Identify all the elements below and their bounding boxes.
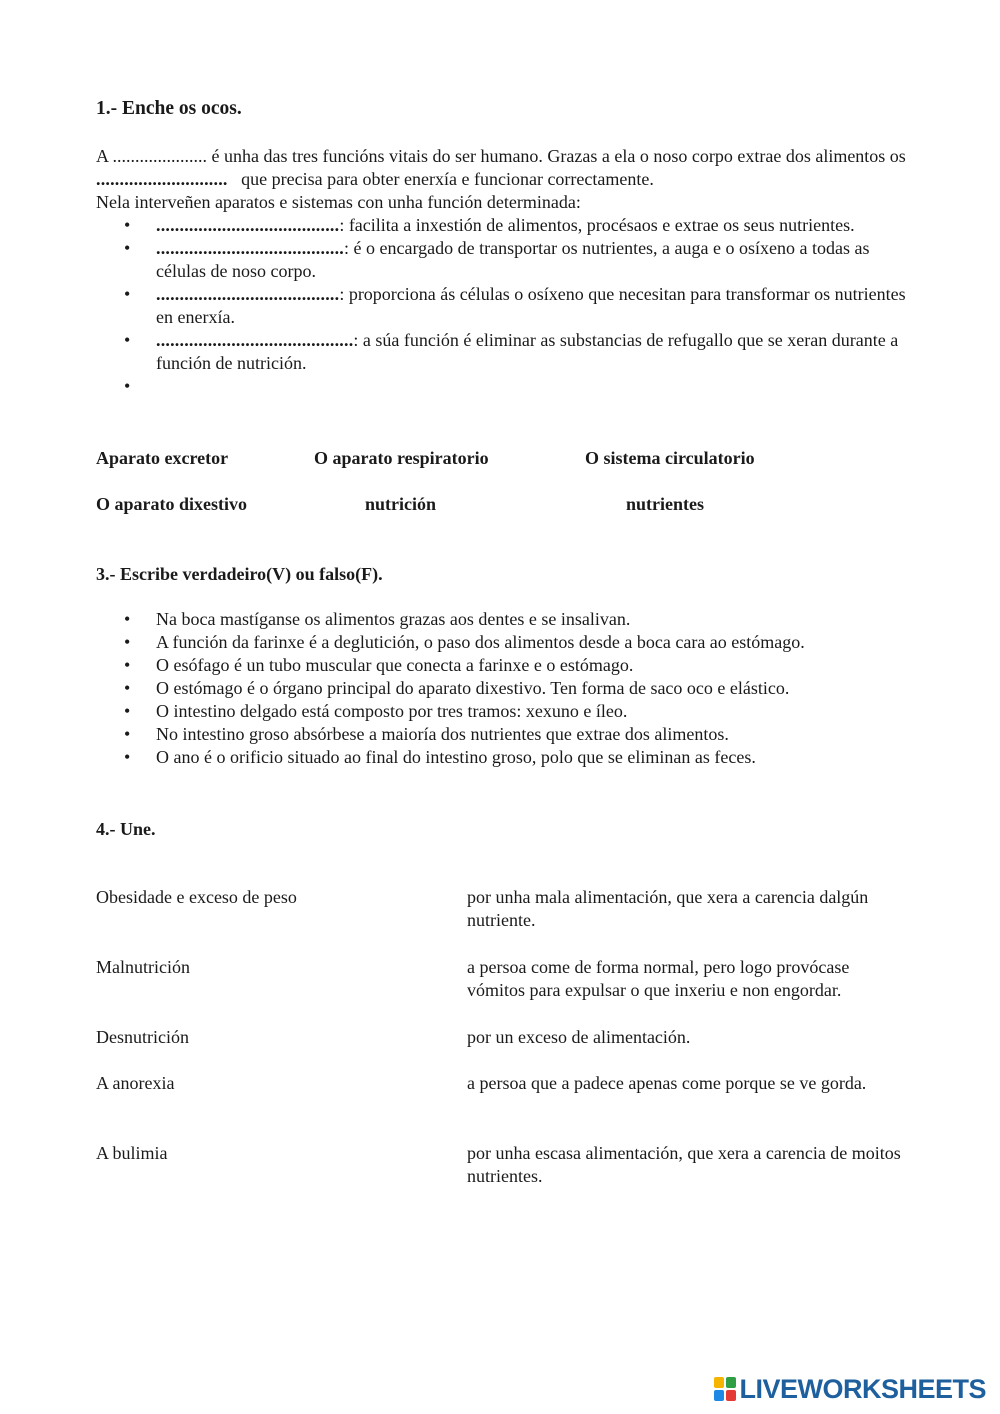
- blank-excretory[interactable]: ..........................................: [156, 330, 354, 350]
- match-right-item[interactable]: por un exceso de alimentación.: [467, 1027, 691, 1047]
- match-right-item[interactable]: a persoa come de forma normal, pero logo provócase vómitos para expulsar o que inxeriu e non engordar.: [467, 957, 850, 1000]
- word-bank-item: O sistema circulatorio: [585, 448, 755, 468]
- list-item[interactable]: [96, 746, 908, 769]
- match-right-item[interactable]: a persoa que a padece apenas come porque se ve gorda.: [467, 1073, 867, 1093]
- bullet: •: [124, 609, 131, 629]
- liveworksheets-logo-icon: [714, 1377, 736, 1401]
- statement-text: A función da farinxe é a deglutición, o paso dos alimentos desde a boca cara ao estómago.: [156, 632, 805, 652]
- section-1-text: [96, 145, 908, 398]
- intro-paragraph: [96, 145, 908, 191]
- bullet: •: [124, 376, 131, 396]
- bullet: •: [124, 701, 131, 721]
- word-bank-item: Aparato excretor: [96, 448, 229, 468]
- logo-square: [726, 1377, 736, 1388]
- blank-digestive[interactable]: .......................................: [156, 215, 340, 235]
- list-item-empty: [96, 375, 908, 398]
- match-right-item[interactable]: por unha mala alimentación, que xera a carencia dalgún nutriente.: [467, 887, 869, 930]
- section-3-title: 3.- Escribe verdadeiro(V) ou falso(F).: [96, 564, 383, 584]
- list-item[interactable]: [96, 608, 908, 631]
- list-item: [96, 237, 908, 283]
- match-right-item[interactable]: por unha escasa alimentación, que xera a carencia de moitos nutrientes.: [467, 1143, 901, 1186]
- bullet: •: [124, 330, 131, 350]
- match-left-item[interactable]: A bulimia: [96, 1143, 168, 1163]
- list-item[interactable]: [96, 654, 908, 677]
- logo-square: [714, 1377, 724, 1388]
- word-bank-item: nutrientes: [626, 494, 704, 514]
- blank-nutrientes[interactable]: ............................: [96, 169, 228, 189]
- logo-square: [714, 1390, 724, 1401]
- list-item[interactable]: [96, 700, 908, 723]
- bullet: •: [124, 747, 131, 767]
- bullet: •: [124, 655, 131, 675]
- statement-text: No intestino groso absórbese a maioría dos nutrientes que extrae dos alimentos.: [156, 724, 729, 744]
- statement-text: O intestino delgado está composto por tres tramos: xexuno e íleo.: [156, 701, 628, 721]
- intro-text-a: A ..................... é unha das tres funcións vitais do ser humano. Grazas a ela o noso corpo extrae dos alimentos os: [96, 146, 906, 166]
- section-4-title: 4.- Une.: [96, 819, 156, 839]
- item-text: : proporciona ás células o osíxeno que necesitan para transformar os nutrientes en enerxía.: [156, 284, 906, 327]
- statement-text: O esófago é un tubo muscular que conecta a farinxe e o estómago.: [156, 655, 634, 675]
- true-false-list: [96, 608, 908, 769]
- statement-text: Na boca mastíganse os alimentos grazas aos dentes e se insalivan.: [156, 609, 631, 629]
- match-left-item[interactable]: Malnutrición: [96, 957, 190, 977]
- statement-text: O ano é o orificio situado ao final do intestino groso, polo que se eliminan as feces.: [156, 747, 756, 767]
- list-item: [96, 214, 908, 237]
- word-bank-item: O aparato dixestivo: [96, 494, 247, 514]
- blank-circulatory[interactable]: ........................................: [156, 238, 344, 258]
- bullet: •: [124, 724, 131, 744]
- list-item[interactable]: [96, 631, 908, 654]
- bullet: •: [124, 284, 131, 304]
- match-left-item[interactable]: Obesidade e exceso de peso: [96, 887, 297, 907]
- blank-respiratory[interactable]: .......................................: [156, 284, 340, 304]
- word-bank-item: O aparato respiratorio: [314, 448, 489, 468]
- bullet: •: [124, 215, 131, 235]
- intro-paragraph-2: Nela interveñen aparatos e sistemas con unha función determinada:: [96, 192, 581, 212]
- list-item[interactable]: [96, 677, 908, 700]
- list-item[interactable]: [96, 723, 908, 746]
- bullet: •: [124, 238, 131, 258]
- intro-text-b: que precisa para obter enerxía e funcionar correctamente.: [227, 169, 654, 189]
- item-text: : facilita a inxestión de alimentos, procésaos e extrae os seus nutrientes.: [339, 215, 855, 235]
- section-1-title: 1.- Enche os ocos.: [96, 98, 242, 119]
- list-item: [96, 283, 908, 329]
- item-text: : a súa función é eliminar as substancias de refugallo que se xeran durante a función de nutrición.: [156, 330, 899, 373]
- match-left-item[interactable]: Desnutrición: [96, 1027, 189, 1047]
- logo-square: [726, 1390, 736, 1401]
- liveworksheets-logo: [714, 1374, 986, 1404]
- fill-in-list: [96, 214, 908, 398]
- bullet: •: [124, 632, 131, 652]
- word-bank-item: nutrición: [365, 494, 437, 514]
- item-text: : é o encargado de transportar os nutrientes, a auga e o osíxeno a todas as células de noso corpo.: [156, 238, 870, 281]
- match-left-item[interactable]: A anorexia: [96, 1073, 175, 1093]
- bullet: •: [124, 678, 131, 698]
- statement-text: O estómago é o órgano principal do aparato dixestivo. Ten forma de saco oco e elástico.: [156, 678, 790, 698]
- logo-text: LIVEWORKSHEETS: [739, 1373, 986, 1404]
- list-item: [96, 329, 908, 375]
